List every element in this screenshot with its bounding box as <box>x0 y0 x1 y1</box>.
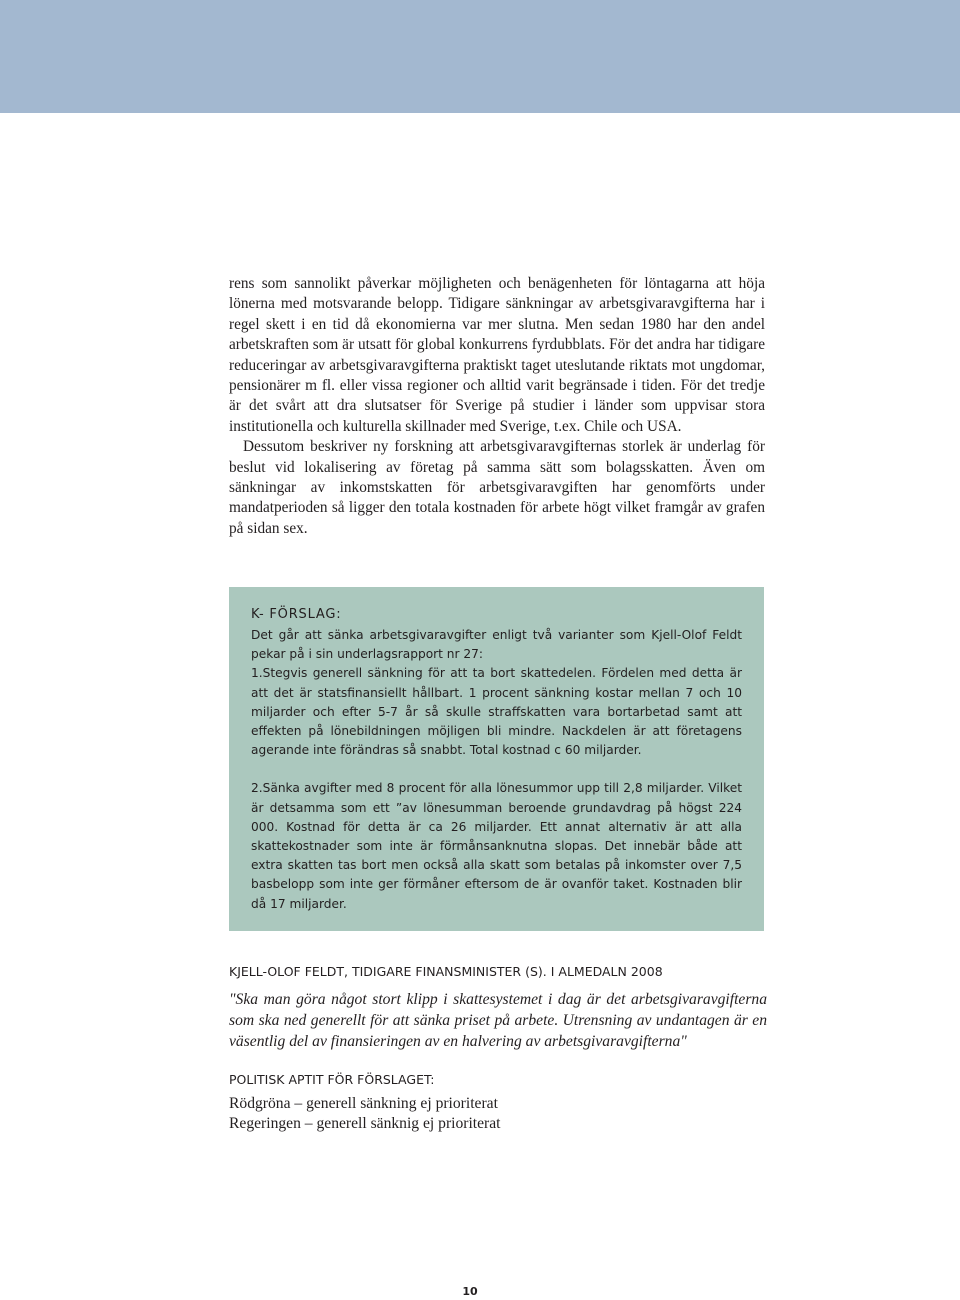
page-number: 10 <box>462 1285 478 1298</box>
quote-text <box>229 989 767 1052</box>
proposal-box <box>229 587 764 931</box>
body-paragraph: rens som sannolikt påverkar möjligheten och benägenheten för löntagarna att höja lönerna med motsvarande belopp. Tidigare sänkningar av arbetsgivaravgifterna har i regel skett i en tid då ekonomierna var mer slutna. Men sedan 1980 har den andel arbetskraften som är utsatt för global konkurrens fyrdubblats. För det andra har tidigare reduceringar av arbetsgivaravgifterna praktiskt taget uteslutande riktats mot ungdomar, pensionärer m fl. eller vissa regioner och alltid varit begränsade i tiden. För det tredje är det svårt att dra slutsatser för Sverige på studier i länder som uppvisar stora institutionella och kulturella skillnader med Sverige, t.ex. Chile och USA. <box>229 275 765 435</box>
political-appetite-heading: POLITISK APTIT FÖR FÖRSLAGET: <box>229 1072 435 1087</box>
list-item: Rödgröna – generell sänkning ej prioriterat <box>229 1095 498 1112</box>
quote-heading: KJELL-OLOF FELDT, TIDIGARE FINANSMINISTER (S). I ALMEDALN 2008 <box>229 964 663 979</box>
proposal-option-2: 2.Sänka avgifter med 8 procent för alla lönesummor upp till 2,8 miljarder. Vilket är detsamma som ett ”av lönesumman beroende grundavdrag på högst 224 000. Kostnad för detta är ca 26 miljarder. Ett annat alternativ är att alla skattekostnader som inte är förmånsanknutna slopas. Det innebär både att extra skatten tas bort men också alla skatt som betalas på inkomster over 7,5 basbelopp som inte ger förmåner eftersom de är ovanför taket. Kostnaden blir då 17 miljarder. <box>251 781 742 911</box>
proposal-intro: Det går att sänka arbetsgivaravgifter enligt två varianter som Kjell-Olof Feldt pekar på i sin underlagsrapport nr 27: <box>251 628 742 662</box>
quote-body: "Ska man göra något stort klipp i skattesystemet i dag är det arbetsgivaravgifterna som ska ned generellt för att sänka priset på arbete. Utrensning av undantagen är en väsentlig del av finansieringen av en halvering av arbetsgivaravgifterna" <box>229 991 767 1050</box>
list-item: Regeringen – generell sänknig ej prioriterat <box>229 1115 501 1132</box>
proposal-option-1: 1.Stegvis generell sänkning för att ta bort skattedelen. Fördelen med detta är att det är statsfinansiellt hållbart. 1 procent sänkning kostar mellan 7 och 10 miljarder och efter 5-7 år så skulle straffskatten vara bortarbetad samt att effekten på lönebildningen möjligen bli mindre. Nackdelen är att företagens agerande inte förändras så snabbt. Total kostnad c 60 miljarder. <box>251 666 742 758</box>
header-band <box>0 0 960 113</box>
proposal-title: K- FÖRSLAG: <box>251 607 342 622</box>
political-appetite-list <box>229 1094 769 1134</box>
body-text <box>229 274 765 539</box>
body-paragraph: Dessutom beskriver ny forskning att arbetsgivaravgifternas storlek är underlag för beslut vid lokalisering av företag på samma sätt som bolagsskatten. Även om sänkningar av inkomstskatten för arbetsgivaravgiften har genomförts under mandatperioden så ligger den totala kostnaden för arbete högt vilket framgår av grafen på sidan sex. <box>229 438 765 537</box>
